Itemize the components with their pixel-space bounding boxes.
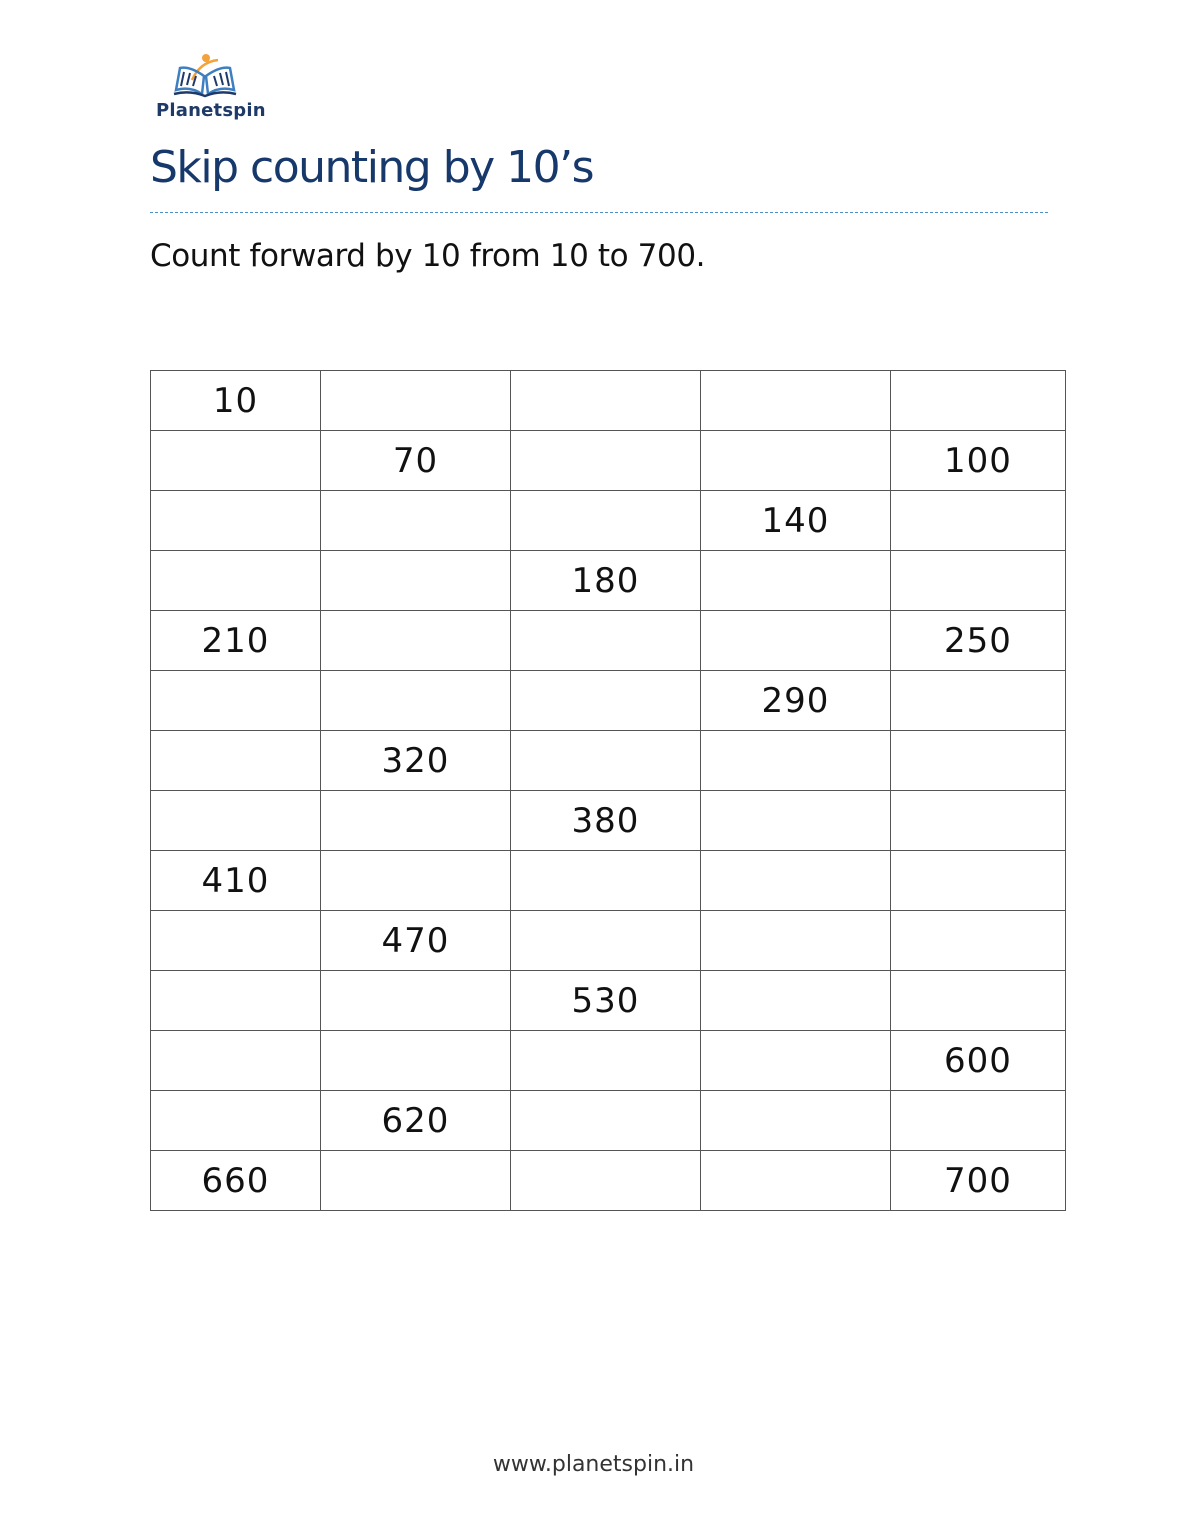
grid-cell-blank[interactable] bbox=[701, 371, 891, 431]
grid-cell-blank[interactable] bbox=[891, 911, 1066, 971]
grid-cell-blank[interactable] bbox=[511, 491, 701, 551]
grid-cell-blank[interactable] bbox=[701, 851, 891, 911]
grid-cell-number: 250 bbox=[891, 611, 1066, 671]
counting-grid bbox=[150, 370, 1066, 1211]
grid-cell-blank[interactable] bbox=[511, 371, 701, 431]
grid-cell-number: 100 bbox=[891, 431, 1066, 491]
grid-row bbox=[151, 1091, 1066, 1151]
grid-cell-number: 600 bbox=[891, 1031, 1066, 1091]
grid-cell-blank[interactable] bbox=[511, 1091, 701, 1151]
grid-cell-blank[interactable] bbox=[151, 791, 321, 851]
grid-cell-number: 180 bbox=[511, 551, 701, 611]
grid-cell-blank[interactable] bbox=[151, 551, 321, 611]
grid-cell-blank[interactable] bbox=[151, 1031, 321, 1091]
grid-cell-number: 210 bbox=[151, 611, 321, 671]
grid-cell-blank[interactable] bbox=[321, 1031, 511, 1091]
grid-cell-blank[interactable] bbox=[511, 431, 701, 491]
grid-cell-blank[interactable] bbox=[151, 431, 321, 491]
grid-cell-blank[interactable] bbox=[511, 611, 701, 671]
grid-cell-number: 380 bbox=[511, 791, 701, 851]
grid-cell-blank[interactable] bbox=[701, 1031, 891, 1091]
grid-cell-blank[interactable] bbox=[701, 731, 891, 791]
grid-row bbox=[151, 1031, 1066, 1091]
grid-cell-blank[interactable] bbox=[701, 1151, 891, 1211]
grid-cell-blank[interactable] bbox=[891, 551, 1066, 611]
grid-cell-blank[interactable] bbox=[151, 731, 321, 791]
grid-cell-blank[interactable] bbox=[701, 971, 891, 1031]
grid-cell-number: 620 bbox=[321, 1091, 511, 1151]
grid-cell-blank[interactable] bbox=[321, 371, 511, 431]
grid-cell-blank[interactable] bbox=[891, 371, 1066, 431]
grid-cell-blank[interactable] bbox=[891, 671, 1066, 731]
grid-row bbox=[151, 911, 1066, 971]
grid-cell-blank[interactable] bbox=[511, 851, 701, 911]
grid-cell-blank[interactable] bbox=[151, 491, 321, 551]
grid-cell-blank[interactable] bbox=[891, 971, 1066, 1031]
grid-cell-blank[interactable] bbox=[321, 971, 511, 1031]
grid-cell-number: 530 bbox=[511, 971, 701, 1031]
grid-row bbox=[151, 491, 1066, 551]
grid-row bbox=[151, 1151, 1066, 1211]
grid-cell-blank[interactable] bbox=[891, 1091, 1066, 1151]
open-book-logo-icon bbox=[170, 50, 240, 98]
grid-cell-blank[interactable] bbox=[701, 611, 891, 671]
grid-cell-number: 470 bbox=[321, 911, 511, 971]
grid-cell-blank[interactable] bbox=[701, 911, 891, 971]
grid-cell-blank[interactable] bbox=[151, 971, 321, 1031]
grid-cell-blank[interactable] bbox=[891, 791, 1066, 851]
grid-cell-blank[interactable] bbox=[701, 1091, 891, 1151]
grid-cell-blank[interactable] bbox=[321, 1151, 511, 1211]
grid-cell-number: 320 bbox=[321, 731, 511, 791]
grid-cell-blank[interactable] bbox=[891, 851, 1066, 911]
grid-cell-blank[interactable] bbox=[511, 671, 701, 731]
grid-cell-blank[interactable] bbox=[151, 671, 321, 731]
grid-row bbox=[151, 791, 1066, 851]
title-divider bbox=[150, 212, 1048, 213]
grid-row bbox=[151, 671, 1066, 731]
grid-cell-blank[interactable] bbox=[321, 791, 511, 851]
grid-row bbox=[151, 731, 1066, 791]
grid-cell-blank[interactable] bbox=[701, 791, 891, 851]
grid-row bbox=[151, 851, 1066, 911]
footer-url: www.planetspin.in bbox=[492, 1452, 695, 1477]
grid-cell-blank[interactable] bbox=[701, 431, 891, 491]
grid-cell-number: 660 bbox=[151, 1151, 321, 1211]
grid-cell-blank[interactable] bbox=[511, 1031, 701, 1091]
grid-cell-blank[interactable] bbox=[321, 671, 511, 731]
grid-row bbox=[151, 431, 1066, 491]
grid-cell-blank[interactable] bbox=[321, 491, 511, 551]
grid-cell-blank[interactable] bbox=[701, 551, 891, 611]
grid-cell-blank[interactable] bbox=[511, 731, 701, 791]
grid-cell-blank[interactable] bbox=[321, 551, 511, 611]
grid-cell-blank[interactable] bbox=[321, 611, 511, 671]
grid-cell-number: 700 bbox=[891, 1151, 1066, 1211]
grid-cell-blank[interactable] bbox=[151, 1091, 321, 1151]
instruction-text: Count forward by 10 from 10 to 700. bbox=[150, 238, 706, 274]
grid-cell-number: 10 bbox=[151, 371, 321, 431]
grid-cell-blank[interactable] bbox=[511, 911, 701, 971]
grid-cell-blank[interactable] bbox=[511, 1151, 701, 1211]
grid-cell-number: 410 bbox=[151, 851, 321, 911]
planetspin-logo bbox=[150, 50, 266, 126]
grid-row bbox=[151, 551, 1066, 611]
grid-cell-blank[interactable] bbox=[891, 731, 1066, 791]
grid-row bbox=[151, 611, 1066, 671]
grid-cell-blank[interactable] bbox=[891, 491, 1066, 551]
grid-cell-number: 140 bbox=[701, 491, 891, 551]
grid-row bbox=[151, 971, 1066, 1031]
page-title: Skip counting by 10’s bbox=[150, 142, 594, 193]
grid-cell-number: 70 bbox=[321, 431, 511, 491]
grid-cell-number: 290 bbox=[701, 671, 891, 731]
grid-cell-blank[interactable] bbox=[151, 911, 321, 971]
grid-cell-blank[interactable] bbox=[321, 851, 511, 911]
grid-row bbox=[151, 371, 1066, 431]
brand-name: Planetspin bbox=[156, 100, 266, 121]
